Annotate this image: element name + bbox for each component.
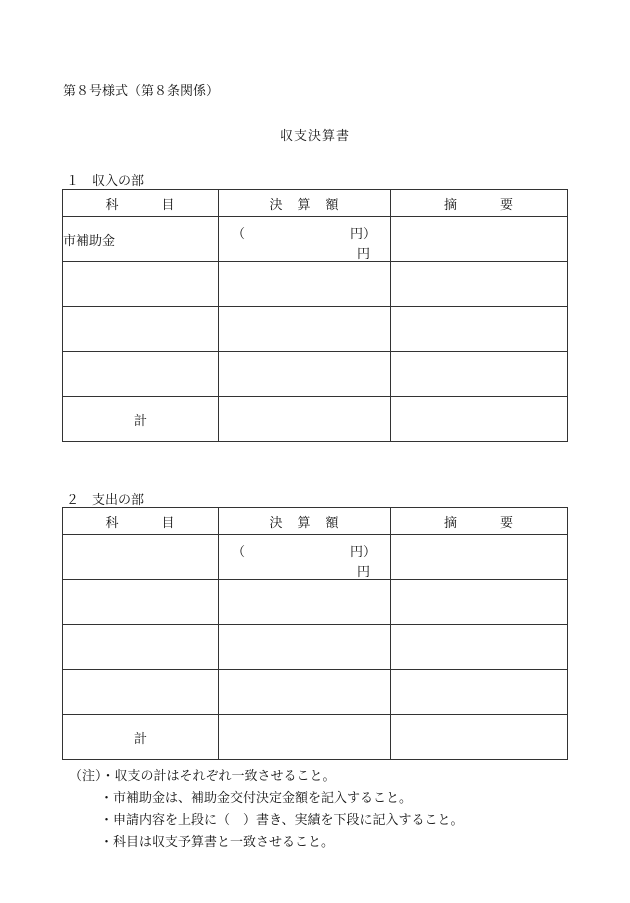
remarks-cell (391, 535, 568, 580)
header-remarks: 摘 要 (391, 508, 568, 535)
remarks-cell (391, 670, 568, 715)
total-label: 計 (63, 715, 219, 760)
form-number: 第８号様式（第８条関係） (63, 84, 220, 99)
item-cell (63, 217, 219, 262)
remarks-cell (391, 217, 568, 262)
amount-cell (219, 307, 391, 352)
remarks-cell (391, 262, 568, 307)
amount-actual-yen: 円 (356, 565, 370, 580)
table-row (63, 535, 568, 580)
remarks-cell (391, 625, 568, 670)
income-section-heading: １ 収入の部 (66, 174, 145, 189)
amount-paren-open: （ (232, 227, 246, 242)
expense-header-row (63, 508, 568, 535)
amount-cell (219, 625, 391, 670)
amount-cell (219, 262, 391, 307)
header-amount: 決 算 額 (219, 190, 391, 217)
table-row (63, 262, 568, 307)
item-cell (63, 580, 219, 625)
item-cell (63, 535, 219, 580)
table-row (63, 625, 568, 670)
table-row (63, 670, 568, 715)
income-header-row (63, 190, 568, 217)
total-label: 計 (63, 397, 219, 442)
table-row (63, 580, 568, 625)
item-label: 市補助金 (63, 233, 116, 249)
notes (69, 766, 463, 854)
header-amount: 決 算 額 (219, 508, 391, 535)
amount-cell (219, 670, 391, 715)
amount-planned-yen: 円） (349, 545, 376, 560)
amount-cell (219, 352, 391, 397)
amount-actual-yen: 円 (356, 247, 370, 262)
header-item: 科 目 (63, 508, 219, 535)
item-cell (63, 262, 219, 307)
header-item: 科 目 (63, 190, 219, 217)
remarks-cell (391, 715, 568, 760)
item-cell (63, 352, 219, 397)
table-row (63, 352, 568, 397)
note-line: ・市補助金は、補助金交付決定金額を記入すること。 (100, 791, 413, 806)
amount-paren-open: （ (232, 545, 246, 560)
remarks-cell (391, 580, 568, 625)
expense-table (62, 507, 568, 760)
remarks-cell (391, 307, 568, 352)
amount-cell (219, 397, 391, 442)
note-line: （注）・収支の計はそれぞれ一致させること。 (69, 769, 336, 784)
amount-cell (219, 580, 391, 625)
remarks-cell (391, 352, 568, 397)
item-cell (63, 625, 219, 670)
item-cell (63, 670, 219, 715)
table-row (63, 217, 568, 262)
amount-cell (219, 217, 391, 262)
expense-section-heading: ２ 支出の部 (66, 493, 145, 508)
total-row (63, 715, 568, 760)
income-table (62, 189, 568, 442)
note-line: ・申請内容を上段に（ ）書き、実績を下段に記入すること。 (100, 813, 464, 828)
amount-planned-yen: 円） (349, 227, 376, 242)
item-cell (63, 307, 219, 352)
amount-cell (219, 535, 391, 580)
remarks-cell (391, 397, 568, 442)
amount-cell (219, 715, 391, 760)
table-row (63, 307, 568, 352)
note-line: ・科目は収支予算書と一致させること。 (100, 835, 335, 850)
document-title: 収支決算書 (279, 129, 350, 144)
header-remarks: 摘 要 (391, 190, 568, 217)
total-row (63, 397, 568, 442)
